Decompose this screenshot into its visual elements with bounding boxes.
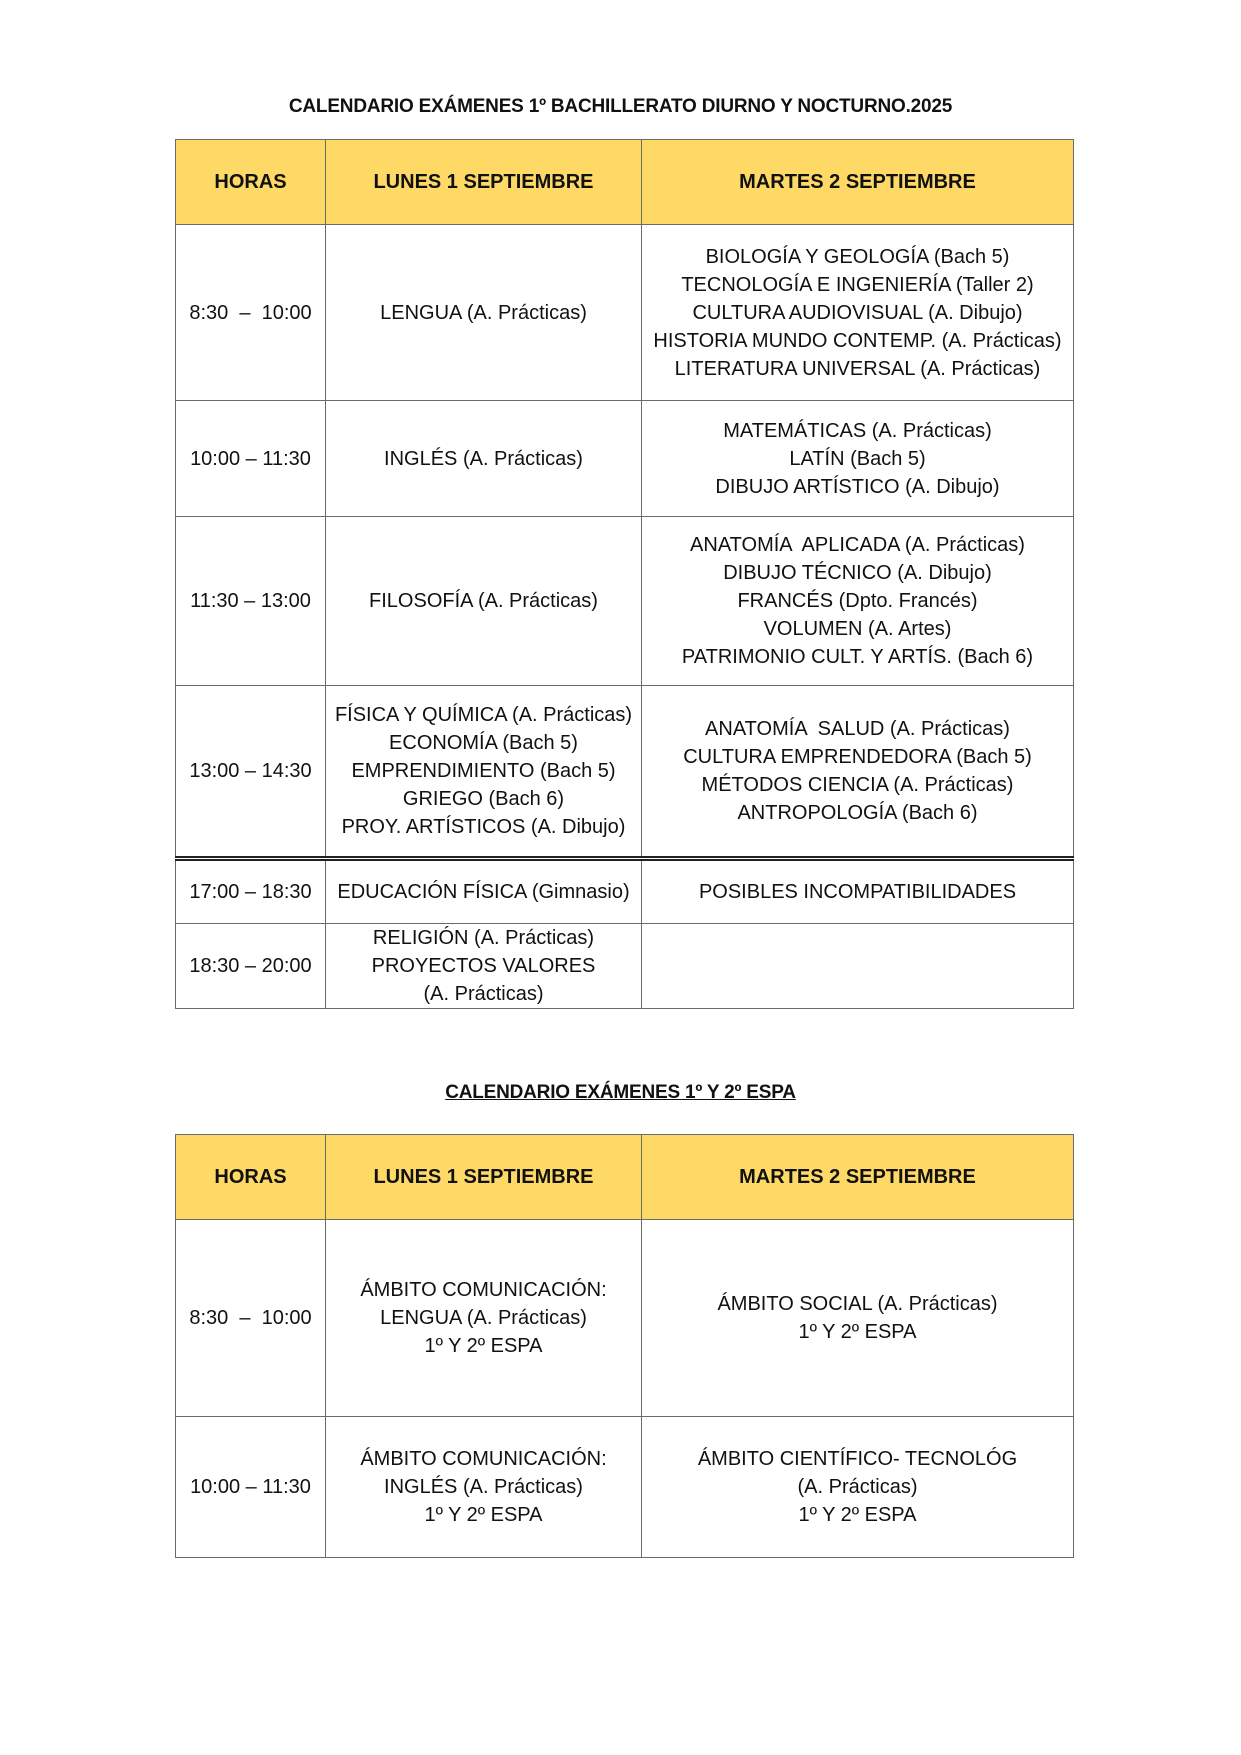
exam-entry: RELIGIÓN (A. Prácticas) (372, 927, 595, 949)
exam-entry: VOLUMEN (A. Artes) (763, 618, 952, 640)
martes-cell (642, 225, 1074, 401)
exam-entry: FRANCÉS (Dpto. Francés) (737, 590, 978, 612)
exam-entry: ÁMBITO COMUNICACIÓN: (360, 1448, 607, 1470)
martes-cell (642, 1220, 1074, 1417)
exam-entry: MÉTODOS CIENCIA (A. Prácticas) (701, 774, 1014, 796)
lunes-cell (326, 1220, 642, 1417)
lunes-cell (326, 924, 642, 1009)
exam-entry: LITERATURA UNIVERSAL (A. Prácticas) (674, 357, 1041, 380)
exam-entry: ÁMBITO CIENTÍFICO- TECNOLÓG (697, 1448, 1018, 1470)
lunes-cell (326, 401, 642, 517)
exam-entry: ANTROPOLOGÍA (Bach 6) (737, 802, 978, 824)
exam-entry: (A. Prácticas) (423, 983, 544, 1005)
lunes-cell (326, 225, 642, 401)
exam-entry: ÁMBITO SOCIAL (A. Prácticas) (717, 1293, 998, 1315)
exam-entry: BIOLOGÍA Y GEOLOGÍA (Bach 5) (705, 245, 1010, 268)
lunes-cell (326, 1417, 642, 1558)
time-cell: 13:00 – 14:30 (176, 686, 326, 859)
exam-entry: LENGUA (A. Prácticas) (380, 1307, 587, 1329)
lunes-cell (326, 859, 642, 924)
exam-entry: FILOSOFÍA (A. Prácticas) (369, 590, 598, 612)
schedule-row (176, 1220, 1074, 1417)
martes-cell (642, 1417, 1074, 1558)
exam-entry: FÍSICA Y QUÍMICA (A. Prácticas) (334, 704, 633, 726)
exam-entry: EDUCACIÓN FÍSICA (Gimnasio) (337, 881, 630, 903)
exam-entry: ÁMBITO COMUNICACIÓN: (360, 1279, 607, 1301)
exam-entry: DIBUJO TÉCNICO (A. Dibujo) (723, 562, 992, 584)
exam-entry: HISTORIA MUNDO CONTEMP. (A. Prácticas) (653, 329, 1062, 352)
bachillerato-schedule-table (175, 139, 1074, 1009)
exam-entry: DIBUJO ARTÍSTICO (A. Dibujo) (715, 475, 1000, 498)
lunes-cell (326, 517, 642, 686)
schedule-row (176, 686, 1074, 859)
exam-entry: EMPRENDIMIENTO (Bach 5) (351, 760, 616, 782)
exam-entry: 1º Y 2º ESPA (798, 1504, 917, 1526)
exam-entry: PATRIMONIO CULT. Y ARTÍS. (Bach 6) (681, 646, 1034, 668)
exam-entry: ANATOMÍA APLICADA (A. Prácticas) (690, 534, 1025, 556)
time-cell: 18:30 – 20:00 (176, 924, 326, 1009)
exam-entry: (A. Prácticas) (797, 1476, 918, 1498)
time-cell: 11:30 – 13:00 (176, 517, 326, 686)
lunes-cell (326, 686, 642, 859)
time-cell: 10:00 – 11:30 (176, 1417, 326, 1558)
header-lunes: LUNES 1 SEPTIEMBRE (326, 140, 642, 225)
time-cell: 8:30 – 10:00 (176, 1220, 326, 1417)
martes-cell (642, 401, 1074, 517)
header-lunes: LUNES 1 SEPTIEMBRE (326, 1135, 642, 1220)
exam-entry: CULTURA EMPRENDEDORA (Bach 5) (683, 746, 1032, 768)
exam-entry: ANATOMÍA SALUD (A. Prácticas) (705, 718, 1010, 740)
schedule-row (176, 859, 1074, 924)
schedule-row (176, 1417, 1074, 1558)
exam-entry: CULTURA AUDIOVISUAL (A. Dibujo) (692, 301, 1023, 324)
martes-cell (642, 859, 1074, 924)
exam-entry: TECNOLOGÍA E INGENIERÍA (Taller 2) (681, 273, 1034, 296)
espa-schedule-table (175, 1134, 1074, 1558)
header-martes: MARTES 2 SEPTIEMBRE (642, 140, 1074, 225)
time-cell: 8:30 – 10:00 (176, 225, 326, 401)
exam-entry: LENGUA (A. Prácticas) (380, 301, 587, 324)
exam-entry: POSIBLES INCOMPATIBILIDADES (698, 881, 1017, 903)
espa-title: CALENDARIO EXÁMENES 1º Y 2º ESPA (445, 1082, 796, 1103)
exam-entry: PROYECTOS VALORES (371, 955, 596, 977)
schedule-row (176, 517, 1074, 686)
header-martes: MARTES 2 SEPTIEMBRE (642, 1135, 1074, 1220)
exam-entry: PROY. ARTÍSTICOS (A. Dibujo) (341, 816, 626, 838)
header-row (176, 140, 1074, 225)
exam-entry: INGLÉS (A. Prácticas) (384, 447, 583, 470)
exam-entry: MATEMÁTICAS (A. Prácticas) (723, 419, 992, 442)
exam-entry: INGLÉS (A. Prácticas) (384, 1476, 583, 1498)
exam-entry: GRIEGO (Bach 6) (402, 788, 565, 810)
martes-cell (642, 686, 1074, 859)
exam-entry: 1º Y 2º ESPA (798, 1321, 917, 1343)
exam-entry: 1º Y 2º ESPA (424, 1335, 543, 1357)
schedule-row (176, 401, 1074, 517)
header-horas: HORAS (176, 140, 326, 225)
time-cell: 17:00 – 18:30 (176, 859, 326, 924)
exam-entry: ECONOMÍA (Bach 5) (389, 732, 578, 754)
martes-cell (642, 924, 1074, 1009)
schedule-row (176, 924, 1074, 1009)
martes-cell (642, 517, 1074, 686)
exam-entry: LATÍN (Bach 5) (789, 447, 926, 470)
bachillerato-title: CALENDARIO EXÁMENES 1º BACHILLERATO DIURNO Y NOCTURNO.2025 (288, 96, 953, 117)
header-horas: HORAS (176, 1135, 326, 1220)
schedule-row (176, 225, 1074, 401)
exam-entry: 1º Y 2º ESPA (424, 1504, 543, 1526)
time-cell: 10:00 – 11:30 (176, 401, 326, 517)
header-row (176, 1135, 1074, 1220)
